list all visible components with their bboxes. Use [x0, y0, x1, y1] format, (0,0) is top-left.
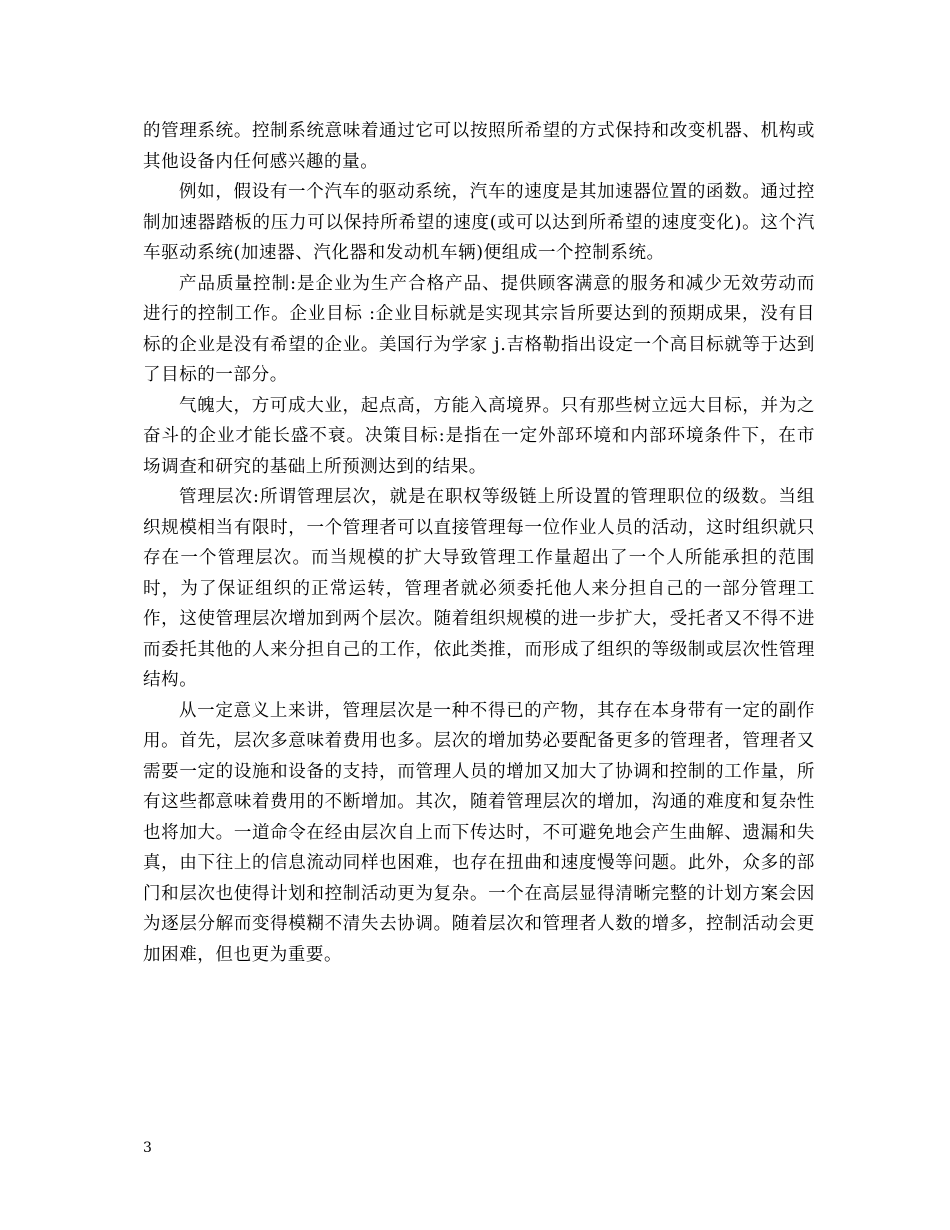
paragraph: 产品质量控制:是企业为生产合格产品、提供顾客满意的服务和减少无效劳动而进行的控制工作。企业目标 :企业目标就是实现其宗旨所要达到的预期成果，没有目标的企业是没有希望的企业。美国行为学家 j.吉格勒指出设定一个高目标就等于达到了目标的一部分。 — [143, 273, 815, 385]
page-number: 3 — [143, 1140, 152, 1156]
paragraph: 例如，假设有一个汽车的驱动系统，汽车的速度是其加速器位置的函数。通过控制加速器踏板的压力可以保持所希望的速度(或可以达到所希望的速度变化)。这个汽车驱动系统(加速器、汽化器和发动机车辆)便组成一个控制系统。 — [143, 182, 815, 263]
paragraph: 管理层次:所谓管理层次，就是在职权等级链上所设置的管理职位的级数。当组织规模相当有限时，一个管理者可以直接管理每一位作业人员的活动，这时组织就只存在一个管理层次。而当规模的扩大导致管理工作量超出了一个人所能承担的范围时，为了保证组织的正常运转，管理者就必须委托他人来分担自己的一部分管理工作，这使管理层次增加到两个层次。随着组织规模的进一步扩大，受托者又不得不进而委托其他的人来分担自己的工作，依此类推，而形成了组织的等级制或层次性管理结构。 — [143, 487, 815, 690]
paragraph: 的管理系统。控制系统意味着通过它可以按照所希望的方式保持和改变机器、机构或其他设备内任何感兴趣的量。 — [143, 121, 815, 172]
paragraph: 气魄大，方可成大业，起点高，方能入高境界。只有那些树立远大目标，并为之奋斗的企业才能长盛不衰。决策目标:是指在一定外部环境和内部环境条件下，在市场调查和研究的基础上所预测达到的结果。 — [143, 395, 815, 477]
paragraph: 从一定意义上来讲，管理层次是一种不得已的产物，其存在本身带有一定的副作用。首先，层次多意味着费用也多。层次的增加势必要配备更多的管理者，管理者又需要一定的设施和设备的支持，而管理人员的增加又加大了协调和控制的工作量，所有这些都意味着费用的不断增加。其次，随着管理层次的增加，沟通的难度和复杂性也将加大。一道命令在经由层次自上而下传达时，不可避免地会产生曲解、遗漏和失真，由下往上的信息流动同样也困难，也存在扭曲和速度慢等问题。此外，众多的部门和层次也使得计划和控制活动更为复杂。一个在高层显得清晰完整的计划方案会因为逐层分解而变得模糊不清失去协调。随着层次和管理者人数的增多，控制活动会更加困难，但也更为重要。 — [143, 700, 815, 965]
body-text — [143, 116, 815, 970]
